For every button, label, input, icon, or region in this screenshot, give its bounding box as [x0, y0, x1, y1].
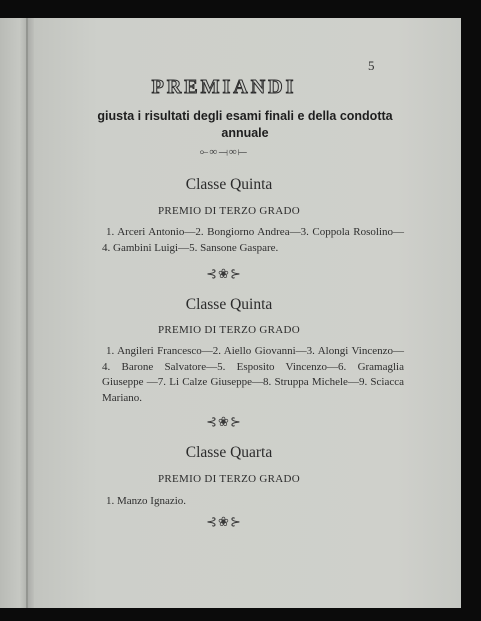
- section-ornament: ⊰❀⊱: [206, 414, 242, 429]
- prize-label: PREMIO DI TERZO GRADO: [157, 324, 301, 336]
- book-page: [34, 18, 461, 608]
- top-ornament: ⟜∞⟞∞⟝: [199, 146, 249, 158]
- section-heading: Classe Quinta: [185, 176, 273, 193]
- section-heading: Classe Quinta: [185, 296, 273, 313]
- book-spread: [0, 18, 461, 608]
- page-title: PREMIANDI: [151, 76, 297, 98]
- section-ornament: ⊰❀⊱: [206, 266, 242, 281]
- section-heading: Classe Quarta: [185, 444, 273, 461]
- prize-label: PREMIO DI TERZO GRADO: [157, 205, 301, 217]
- prize-winners-list: 1. Angileri Francesco—2. Aiello Giovanni—3. Alongi Vincenzo—4. Barone Salvatore—5. Esposito Vincenzo—6. Gramaglia Giuseppe —7. Li Calze Giuseppe—8. Struppa Michele—9. Sciacca Mariano.: [102, 345, 404, 404]
- prize-winners-list: 1. Arceri Antonio—2. Bongiorno Andrea—3. Coppola Rosolino—4. Gambini Luigi—5. Sansone Gaspare.: [102, 226, 404, 254]
- prize-label: PREMIO DI TERZO GRADO: [157, 473, 301, 485]
- section-ornament: ⊰❀⊱: [206, 514, 242, 529]
- page-number: 5: [368, 58, 375, 73]
- prize-winners-list: 1. Manzo Ignazio.: [106, 495, 187, 507]
- left-page-edge: [0, 18, 28, 608]
- page-subtitle: giusta i risultati degli esami finali e della condotta annuale: [97, 109, 393, 140]
